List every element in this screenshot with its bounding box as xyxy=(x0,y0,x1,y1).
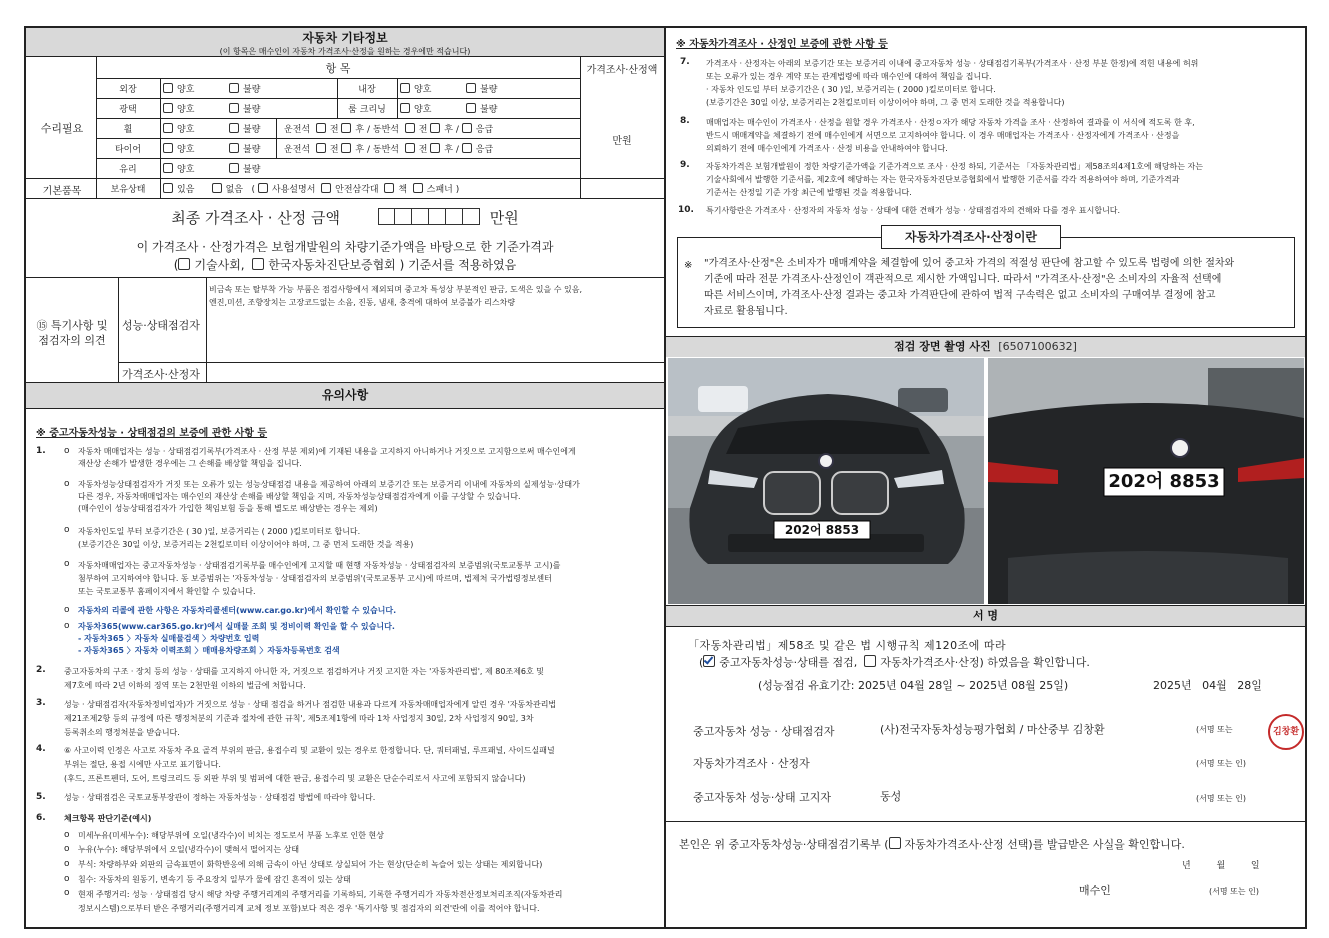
item-4-number: 4. xyxy=(36,744,46,754)
checkbox[interactable] xyxy=(341,143,351,153)
official-seal-stamp: 김창환 xyxy=(1268,714,1304,750)
room-good[interactable]: 양호 xyxy=(400,102,431,115)
car-front-icon xyxy=(668,358,984,604)
row-room-cleaning: 룸 크리닝 xyxy=(348,105,386,115)
law-line-2: ( 중고자동차성능·상태를 점검, 자동차가격조사·산정) 하였음을 확인합니다. xyxy=(699,656,1090,669)
checkbox[interactable] xyxy=(316,123,326,133)
special-notes-label: ⑮ 특기사항 및 점검자의 의견 xyxy=(36,319,108,347)
bullet-icon: o xyxy=(64,874,70,884)
exterior-bad[interactable]: 불량 xyxy=(229,82,260,95)
item-8-text: 매매업자는 매수인이 가격조사 · 산정을 원할 경우 가격조사 · 산정ㅇ자가 해당 자동차 가격을 조사 · 산정하여 결과를 이 서식에 적도록 한 후, 반드시 매매계약을 체결하기 전에 매수인에게 서면으로 고지하여야 합니다. 이 경우 매매업자는 가격조사 · 산정자에게 가격조사 · 산정을 의뢰하기 전에 매수인에게 가격조사 · 산정 비용을 안내하여야 합니다. xyxy=(706,118,1195,153)
item-1-bullet-4: 자동차매매업자는 중고자동차성능 · 상태점검기록부를 매수인에게 고지할 때 현행 자동차성능 · 상태점검자의 보증범위(국토교통부 고시)를 첨부하여 고지하여야 합니다. 동 보증범위는 '자동차성능 · 상태점검자의 보증범위'(국토교통부 고시)에 따르며, 법제처 국가법령정보센터 또는 국토교통부 홈페이지에서 확인할 수 있습니다. xyxy=(78,561,561,596)
checkbox[interactable] xyxy=(229,83,239,93)
right-panel-right-border xyxy=(1305,26,1307,929)
checkbox[interactable] xyxy=(163,183,173,193)
recall-link-text[interactable]: 자동차의 리콜에 관한 사항은 자동차리콜센터(www.car.go.kr)에서 확인할 수 있습니다. xyxy=(78,606,397,615)
validity-period: (성능점검 유효기간: 2025년 04월 28일 ~ 2025년 08월 25일) xyxy=(758,679,1069,692)
exterior-good[interactable]: 양호 xyxy=(163,82,194,95)
bullet-icon: o xyxy=(64,605,70,615)
checkbox[interactable] xyxy=(163,123,173,133)
checkbox[interactable] xyxy=(430,143,440,153)
item-1-number: 1. xyxy=(36,446,46,456)
special-note-text: 비금속 또는 탈부착 가능 부품은 점검사항에서 제외되며 중고차 특성상 부분적인 판금, 도색은 있을 수 있음, 엔진,미션, 조향장치는 고장코드없는 소음, 진동, 냄새, 충격에 대하여 보증불가 리스차량 xyxy=(209,285,582,307)
checkbox[interactable] xyxy=(864,655,876,667)
checkbox[interactable] xyxy=(163,103,173,113)
checkbox[interactable] xyxy=(252,258,264,270)
bullet-icon: o xyxy=(64,446,70,456)
item-1-bullet-2: 자동차성능상태점검자가 거짓 또는 오류가 있는 성능상태점검 내용을 제공하여 아래의 보증기간 또는 보증거리 이내에 자동차의 실제성능·상태가 다른 경우, 자동차매매업자는 매수인의 재산상 손해를 배상할 책임을 지며, 자동차성능상태점검자에게 이를 구상할 수 있습니다. (매수인이 성능상태점검자가 가입한 책임보험 등을 통해 별도로 배상받는 경우는 제외) xyxy=(78,480,580,513)
item-6-number: 6. xyxy=(36,813,46,823)
criteria-3: 부식: 차량하부와 외판의 금속표면이 화학반응에 의해 금속이 아닌 상태로 상실되어 가는 현상(단순히 녹슬어 있는 상태는 제외합니다) xyxy=(78,860,543,869)
criteria-1: 미세누유(미세누수): 해당부위에 오일(냉각수)이 비치는 정도로서 부품 노후로 인한 현상 xyxy=(78,831,385,840)
warranty-title: ※ 중고자동차성능 · 상태점검의 보증에 관한 사항 등 xyxy=(36,428,268,439)
notifier-name: 동성 xyxy=(880,790,902,803)
basis-line-2: ( 기술사회, 한국자동차진단보증협회 ) 기준서를 적용하였음 xyxy=(173,258,517,272)
item-7-text: 가격조사 · 산정자는 아래의 보증기간 또는 보증거리 이내에 중고자동차 성능 · 상태점검기록부(가격조사 · 산정 부분 한정)에 적힌 내용에 허위 또는 오류가 있는 경우 계약 또는 관계법령에 따라 매수인에 대하여 책임을 집니다. · 자동차 인도일 부터 보증기간은 ( 30 )일, 보증거리는 ( 2000 )킬로미터로 합니다. (보증기간은 30일 이상, 보증거리는 2천킬로미터 이상이어야 하며, 그 중 먼저 도래한 것을 적용합니다) xyxy=(706,59,1199,107)
item-3-number: 3. xyxy=(36,698,46,708)
item-1-bullet-3: 자동차인도일 부터 보증기간은 ( 30 )일, 보증거리는 ( 2000 )킬로미터로 합니다. (보증기간은 30일 이상, 보증거리는 2천킬로미터 이상이어야 하며, 그 중 먼저 도래한 것을 적용) xyxy=(78,527,414,549)
checkbox[interactable] xyxy=(462,143,472,153)
row-owned: 보유상태 xyxy=(110,185,146,195)
item-5-number: 5. xyxy=(36,792,46,802)
item-1-bullet-1: 자동차 매매업자는 성능 · 상태점검기록부(가격조사 · 산정 부분 제외)에 기재된 내용을 고지하지 아니하거나 거짓으로 고지함으로써 매수인에게 재산상 손해가 발생한 경우에는 그 손해를 배상할 책임을 집니다. xyxy=(78,447,576,468)
glass-bad[interactable]: 불량 xyxy=(229,162,260,175)
front-plate: 202어 8853 xyxy=(784,523,860,537)
buyer-sign[interactable]: (서명 또는 인) xyxy=(1209,887,1259,896)
item-header: 항 목 xyxy=(325,62,351,75)
item-2-number: 2. xyxy=(36,665,46,675)
checkbox[interactable] xyxy=(889,837,901,849)
issue-date: 2025년 04월 28일 xyxy=(1153,679,1262,692)
checkbox[interactable] xyxy=(462,123,472,133)
rear-plate: 202어 8853 xyxy=(1108,471,1220,492)
item-4-text: ⑥ 사고이력 인정은 사고로 자동차 주요 골격 부위의 판금, 용접수리 및 교환이 있는 경우로 한정합니다. 단, 쿼터패널, 루프패널, 사이드실패널 부위는 절단, 용접 시에만 사고로 표기합니다. (후드, 프론트펜더, 도어, 트렁크리드 등 외판 부위 및 범퍼에 대한 판금, 용접수리 및 교환은 단순수리로서 사고에 포함되지 않습니다) xyxy=(64,746,555,783)
glass-good[interactable]: 양호 xyxy=(163,162,194,175)
checkbox[interactable] xyxy=(405,143,415,153)
item-2-text: 중고자동차의 구조 · 장치 등의 성능 · 상태를 고지하지 아니한 자, 거짓으로 점검하거나 거짓 고지한 자는 '자동차관리법', 제 80조제6호 및 제7호에 따라 2년 이하의 징역 또는 2천만원 이하의 벌금에 처합니다. xyxy=(64,667,545,690)
tire-bad[interactable]: 불량 xyxy=(229,142,260,155)
notifier-sign[interactable]: (서명 또는 인) xyxy=(1196,794,1246,803)
row-tire: 타이어 xyxy=(114,145,142,155)
item-8-number: 8. xyxy=(680,116,690,126)
bullet-icon: o xyxy=(64,621,70,631)
front-car-photo xyxy=(668,358,984,604)
item-10-number: 10. xyxy=(678,205,694,215)
gloss-bad[interactable]: 불량 xyxy=(229,102,260,115)
bullet-icon: o xyxy=(64,844,70,854)
checkbox[interactable] xyxy=(229,143,239,153)
inspector-name: (사)전국자동차성능평가협회 / 마산중부 김창환 xyxy=(880,723,1105,736)
checkbox[interactable] xyxy=(163,163,173,173)
checkbox[interactable] xyxy=(163,143,173,153)
checkbox[interactable] xyxy=(163,83,173,93)
photo-header: 점검 장면 촬영 사진 [6507100632] xyxy=(666,337,1305,357)
final-price-row: 최종 가격조사 · 산정 금액 만원 xyxy=(171,209,519,227)
rear-car-photo xyxy=(988,358,1304,604)
checkbox[interactable] xyxy=(400,83,410,93)
item-7-number: 7. xyxy=(680,57,690,67)
caution-header: 유의사항 xyxy=(26,383,664,408)
item-10-text: 특기사항란은 가격조사 · 산정자의 자동차 성능 · 상태에 대한 견해가 성능 · 상태점검자의 견해와 다를 경우 표시합니다. xyxy=(706,206,1121,215)
bullet-icon: o xyxy=(64,479,70,489)
wheel-seat-options: 운전석 전 후 / 동반석 전 후 / 응급 xyxy=(284,125,494,135)
man-won-label: 만원 xyxy=(612,136,632,147)
checkbox[interactable] xyxy=(400,103,410,113)
interior-good[interactable]: 양호 xyxy=(400,82,431,95)
pricer-role: 자동차가격조사 · 산정자 xyxy=(693,757,810,770)
left-panel-left-border xyxy=(24,26,26,929)
checkbox[interactable] xyxy=(229,163,239,173)
checkbox[interactable] xyxy=(229,103,239,113)
etc-info-header: 자동차 기타정보 (이 항목은 매수인이 자동차 가격조사·산정을 원하는 경우에만 적습니다) xyxy=(26,28,664,56)
interior-bad[interactable]: 불량 xyxy=(466,82,497,95)
inspector-role: 중고자동차 성능 · 상태점검자 xyxy=(693,725,835,738)
gloss-good[interactable]: 양호 xyxy=(163,102,194,115)
checkbox[interactable] xyxy=(430,123,440,133)
tire-seat-options: 운전석 전 후 / 동반석 전 후 / 응급 xyxy=(284,145,494,155)
bullet-icon: o xyxy=(64,859,70,869)
car365-link-text[interactable]: 자동차365(www.car365.go.kr)에서 실매물 조회 및 정비이력 확인을 할 수 있습니다. - 자동차365 〉자동차 실매물검색 〉차량번호 입력 - 자동차365 〉자동차 이력조회 〉매매용차량조회 〉자동차등록번호 검색 xyxy=(78,622,395,655)
checkbox[interactable] xyxy=(321,183,331,193)
inspector-label: 성능·상태점검자 xyxy=(122,319,200,332)
checkbox[interactable] xyxy=(212,183,222,193)
tire-good[interactable]: 양호 xyxy=(163,142,194,155)
row-glass: 유리 xyxy=(119,165,137,175)
law-line: 「자동차관리법」제58조 및 같은 법 시행규칙 제120조에 따라 xyxy=(688,639,1007,652)
owned-options: 있음 없음 ( 사용설명서 안전삼각대 책 스패너 ) xyxy=(163,182,459,195)
wheel-good[interactable]: 양호 xyxy=(163,122,194,135)
room-bad[interactable]: 불량 xyxy=(466,102,497,115)
checkbox[interactable] xyxy=(229,123,239,133)
bottom-border xyxy=(24,927,1307,929)
pricer-sign[interactable]: (서명 또는 인) xyxy=(1196,759,1246,768)
checkbox-checked[interactable] xyxy=(703,655,715,667)
panel-divider xyxy=(664,26,666,929)
signature-header: 서 명 xyxy=(666,606,1305,626)
bullet-icon: o xyxy=(64,559,70,569)
receipt-line: 본인은 위 중고자동차성능·상태점검기록부 ( 자동차가격조사·산정 선택)를 발급받은 사실을 확인합니다. xyxy=(679,838,1185,851)
criteria-2: 누유(누수): 해당부위에서 오일(냉각수)이 맺혀서 떨어지는 상태 xyxy=(78,845,300,854)
checkbox[interactable] xyxy=(258,183,268,193)
item-3-text: 성능 · 상태점검자(자동차정비업자)가 거짓으로 성능 · 상태 점검을 하거나 점검한 내용과 다르게 자동차매매업자에게 알린 경우 '자동차관리법 제21조제2항 등의 규정에 따른 행정처분의 기준과 절차에 관한 규칙', 제5조제1항에 따라 1차 사업정지 30일, 2차 사업정지 90일, 3차 등록취소의 행정처분을 받습니다. xyxy=(64,700,557,737)
criteria-4: 침수: 자동차의 원동기, 변속기 등 주요장치 일부가 물에 잠긴 흔적이 있는 상태 xyxy=(78,875,351,884)
buyer-label: 매수인 xyxy=(1079,884,1111,897)
repair-label: 수리필요 xyxy=(40,122,84,135)
basic-items-label: 기본품목 xyxy=(42,186,82,197)
wheel-bad[interactable]: 불량 xyxy=(229,122,260,135)
bullet-icon: o xyxy=(64,888,70,898)
item-6-title: 체크항목 판단기준(예시) xyxy=(64,814,152,823)
price-header: 가격조사·산정액 xyxy=(586,65,658,76)
checkbox[interactable] xyxy=(316,143,326,153)
notifier-role: 중고자동차 성능·상태 고지자 xyxy=(693,791,832,804)
bullet-icon: o xyxy=(64,525,70,535)
checkbox[interactable] xyxy=(405,123,415,133)
row-interior: 내장 xyxy=(358,85,376,95)
item-5-text: 성능 · 상태점검은 국토교통부장관이 정하는 자동차성능 · 상태점검 방법에 따라야 합니다. xyxy=(64,793,376,802)
definition-title: 자동차가격조사·산정이란 xyxy=(881,225,1061,249)
price-warranty-title: ※ 자동차가격조사 · 산정인 보증에 관한 사항 등 xyxy=(676,39,888,50)
checkbox[interactable] xyxy=(466,83,476,93)
inspector-sign[interactable]: (서명 또는 xyxy=(1196,725,1233,734)
basis-line-1: 이 가격조사 · 산정가격은 보험개발원의 차량기준가액을 바탕으로 한 기준가격과 xyxy=(136,240,554,254)
checkbox[interactable] xyxy=(413,183,423,193)
bullet-icon: o xyxy=(64,830,70,840)
receipt-date: 년 월 일 xyxy=(1182,861,1260,871)
item-9-text: 자동차가격은 보험개발원이 정한 차량기준가액을 기준가격으로 조사 · 산정 하되, 기준서는 「자동차관리법」제58조의4제1호에 해당하는 자는 기술사회에서 발행한 기준서를, 제2호에 해당하는 자는 한국자동차진단보증협회에서 발행한 기준서를 각각 적용하여야 하며, 기준가격과 기준서는 산정일 기준 가장 최근에 발행된 것을 적용합니다. xyxy=(706,162,1203,197)
checkbox[interactable] xyxy=(341,123,351,133)
definition-mark: ※ xyxy=(684,260,693,271)
criteria-5: 현재 주행거리: 성능 · 상태점검 당시 해당 차량 주행거리계의 주행거리를 기록하되, 기록한 주행거리가 자동차전산정보처리조직(자동차관리 정보시스템)으로부터 받은 주행거리(주행거리계 교체 정보 포함)보다 적은 경우 '특기사항 및 점검자의 의견'란에 이를 적어야 합니다. xyxy=(78,890,563,913)
item-9-number: 9. xyxy=(680,160,690,170)
row-gloss: 광택 xyxy=(119,105,137,115)
right-panel-top-border xyxy=(666,26,1307,28)
checkbox[interactable] xyxy=(178,258,190,270)
checkbox[interactable] xyxy=(384,183,394,193)
row-wheel: 휠 xyxy=(123,125,133,135)
pricer-label: 가격조사·산정자 xyxy=(122,368,200,381)
price-boxes[interactable] xyxy=(378,208,480,229)
row-exterior: 외장 xyxy=(119,85,137,95)
checkbox[interactable] xyxy=(466,103,476,113)
definition-text: "가격조사·산정"은 소비자가 매매계약을 체결함에 있어 중고차 가격의 적절성 판단에 참고할 수 있도록 법령에 의한 절차와 기준에 따라 전문 가격조사·산정인이 객관적으로 제시한 가액입니다. 따라서 "가격조사·산정"은 소비자의 자율적 선택에 따른 서비스이며, 가격조사·산정 결과는 중고차 가격판단에 관하여 법적 구속력은 없고 소비자의 구매여부 결정에 참고 자료로 활용됩니다. xyxy=(704,258,1235,317)
